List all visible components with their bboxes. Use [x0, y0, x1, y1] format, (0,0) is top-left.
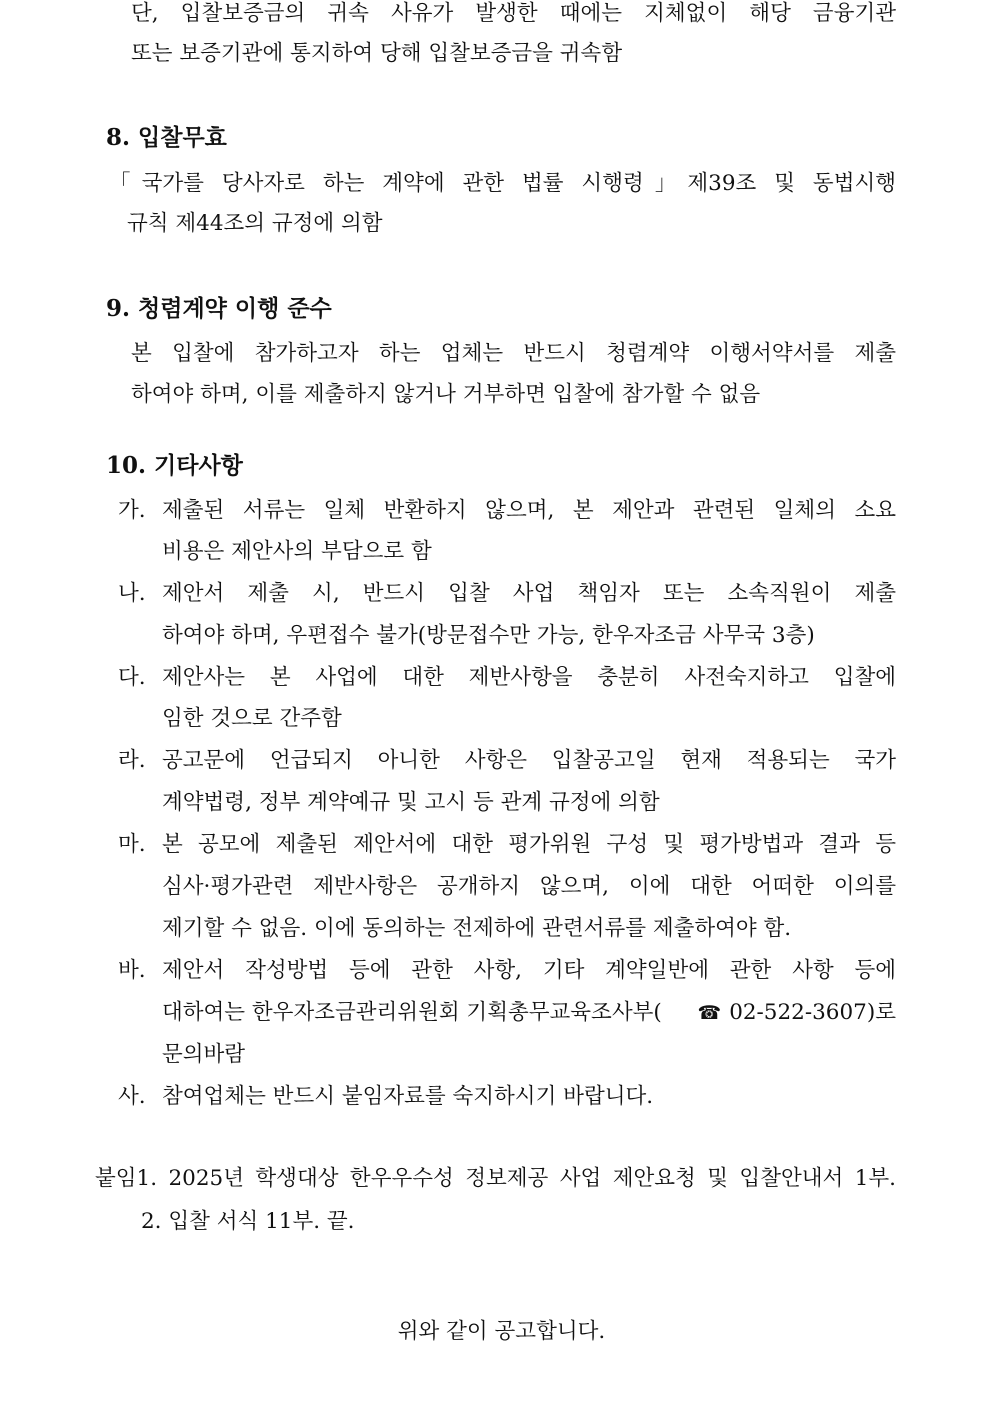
- closing-statement: 위와 같이 공고합니다.: [397, 1319, 606, 1344]
- section-8-title: 8. 입찰무효: [106, 124, 227, 151]
- section-8-line-1: 「국가를 당사자로 하는 계약에 관한 법률 시행령」제39조 및 동법시행: [109, 171, 896, 196]
- item-ba-phone-number: 02-522-3607)로: [729, 1000, 896, 1025]
- item-ga-marker: 가.: [118, 498, 146, 523]
- item-na-line-2: 하여야 하며, 우편접수 불가(방문접수만 가능, 한우자조금 사무국 3층): [162, 623, 815, 648]
- item-ba-line-1: 제안서 작성방법 등에 관한 사항, 기타 계약일반에 관한 사항 등에: [162, 958, 896, 983]
- section-9-line-2: 하여야 하며, 이를 제출하지 않거나 거부하면 입찰에 참가할 수 없음: [131, 382, 761, 407]
- item-ba-phone: [698, 1002, 896, 1024]
- item-ma-line-2: 심사·평가관련 제반사항은 공개하지 않으며, 이에 대한 어떠한 이의를: [162, 874, 896, 899]
- section-8-line-2: 규칙 제44조의 규정에 의함: [127, 211, 383, 236]
- intro-line-1: 단, 입찰보증금의 귀속 사유가 발생한 때에는 지체없이 해당 금융기관: [131, 1, 896, 26]
- item-ma-marker: 마.: [118, 832, 146, 857]
- section-9-title: 9. 청렴계약 이행 준수: [106, 295, 332, 322]
- item-ba-line-2-text: 대하여는 한우자조금관리위원회 기획총무교육조사부(: [162, 1000, 662, 1025]
- item-ga-line-2: 비용은 제안사의 부담으로 함: [162, 539, 432, 564]
- item-ga-line-1: 제출된 서류는 일체 반환하지 않으며, 본 제안과 관련된 일체의 소요: [162, 498, 896, 523]
- section-10-title: 10. 기타사항: [106, 452, 243, 479]
- item-ba-line-2: [162, 1002, 896, 1024]
- section-9-line-1: 본 입찰에 참가하고자 하는 업체는 반드시 청렴계약 이행서약서를 제출: [131, 341, 896, 366]
- item-ra-marker: 라.: [118, 748, 146, 773]
- item-da-marker: 다.: [118, 665, 146, 690]
- telephone-icon: ☎: [697, 1002, 722, 1024]
- item-sa-line-1: 참여업체는 반드시 붙임자료를 숙지하시기 바랍니다.: [162, 1084, 654, 1109]
- intro-line-2: 또는 보증기관에 통지하여 당해 입찰보증금을 귀속함: [131, 41, 623, 66]
- item-da-line-2: 임한 것으로 간주함: [162, 706, 342, 731]
- item-sa-marker: 사.: [118, 1084, 146, 1109]
- item-ba-marker: 바.: [118, 958, 146, 983]
- item-ba-line-3: 문의바람: [162, 1042, 246, 1067]
- attachment-line-1: 붙임1. 2025년 학생대상 한우우수성 정보제공 사업 제안요청 및 입찰안내서 1부.: [95, 1166, 896, 1191]
- item-ra-line-2: 계약법령, 정부 계약예규 및 고시 등 관계 규정에 의함: [162, 790, 660, 815]
- item-ra-line-1: 공고문에 언급되지 아니한 사항은 입찰공고일 현재 적용되는 국가: [162, 748, 896, 773]
- item-na-marker: 나.: [118, 581, 146, 606]
- item-ma-line-1: 본 공모에 제출된 제안서에 대한 평가위원 구성 및 평가방법과 결과 등: [162, 832, 896, 857]
- item-da-line-1: 제안사는 본 사업에 대한 제반사항을 충분히 사전숙지하고 입찰에: [162, 665, 896, 690]
- item-ma-line-3: 제기할 수 없음. 이에 동의하는 전제하에 관련서류를 제출하여야 함.: [162, 916, 792, 941]
- attachment-line-2: 2. 입찰 서식 11부. 끝.: [141, 1209, 355, 1234]
- item-na-line-1: 제안서 제출 시, 반드시 입찰 사업 책임자 또는 소속직원이 제출: [162, 581, 896, 606]
